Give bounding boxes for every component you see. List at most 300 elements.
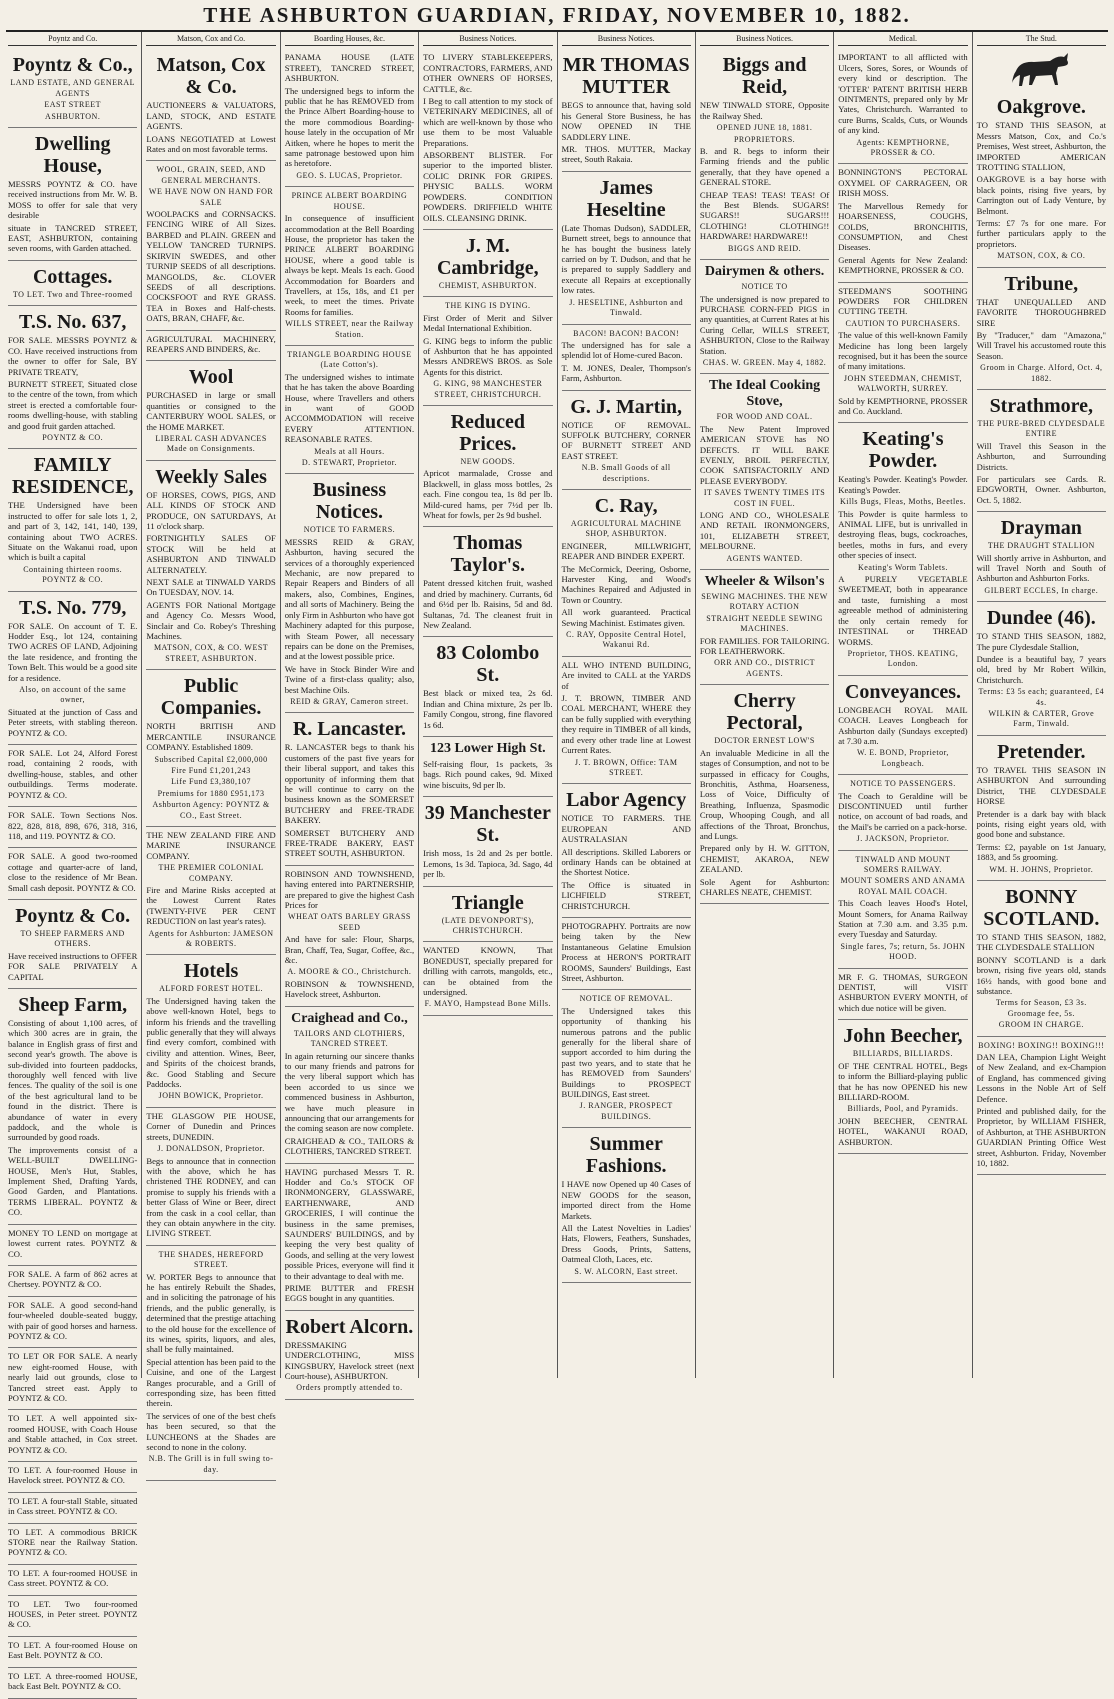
ad-text: The Undersigned having taken the above well-known Hotel, begs to inform his friends and the travelling public generally that they will always find every comfort, combined with civility and attention. Wines, Beer, and Spirits of the choicest brands, &c. Good Stabling and Secure Paddocks. <box>146 995 276 1090</box>
advertisement <box>8 900 137 989</box>
ad-text: ALL WHO INTEND BUILDING, Are invited to CALL at the YARDS of <box>561 659 691 691</box>
ad-text: MR F. G. THOMAS, SURGEON DENTIST, will VISIT ASHBURTON EVERY MONTH, of which due notice will be given. <box>838 971 968 1013</box>
ad-text: CAUTION TO PURCHASERS. <box>845 318 961 328</box>
ad-text: FOR SALE. MESSRS POYNTZ & CO. Have received instructions from the owner to offer for Sale, BY PRIVATE TREATY, <box>8 335 138 377</box>
advertisement <box>8 1462 137 1493</box>
ad-text: Meals at all Hours. <box>314 446 385 456</box>
advertisement <box>977 736 1106 881</box>
ad-text: CRAIGHEAD & CO., TAILORS & CLOTHIERS, TANCRED STREET. <box>284 1135 415 1157</box>
advertisement <box>562 657 691 784</box>
advertisement <box>146 461 275 671</box>
advertisement <box>285 1164 414 1311</box>
advertisement <box>977 1037 1106 1176</box>
ad-text: NEXT SALE at TINWALD YARDS On TUESDAY, NOV. 14. <box>146 577 276 598</box>
ad-text: NEW GOODS. <box>460 456 516 466</box>
ad-text: W. PORTER Begs to announce that he has entirely Rebuilt the Shades, and in soliciting the patronage of his friends, and the public generally, is determined that the prestige attaching to the old house for the excellence of its wines, spirits, liquors, and ales, shall be fully maintained. <box>146 1271 276 1355</box>
ad-text: Also, on account of the same owner, <box>19 685 127 705</box>
ad-title: Poyntz & Co. <box>15 904 131 927</box>
ad-text: Fire and Marine Risks accepted at the Lowest Current Rates (TWENTY-FIVE PER CENT REDUCTION on last year's rates). <box>146 884 276 927</box>
ad-text: The Office is situated in LICHFIELD STREET, CHRISTCHURCH. <box>561 879 691 911</box>
advertisement <box>977 512 1106 602</box>
ad-text: LOANS NEGOTIATED at Lowest Rates and on most favorable terms. <box>146 133 276 155</box>
ad-text: MONEY TO LEND on mortgage at lowest current rates. POYNTZ & CO. <box>8 1227 138 1259</box>
advertisement <box>146 361 275 460</box>
ad-text: By "Traducer," dam "Amazona," Will Travel his accustomed route this Season. <box>976 329 1106 361</box>
advertisement <box>838 851 967 969</box>
advertisement <box>977 91 1106 267</box>
ad-text: The Undersigned takes this opportunity of thanking his numerous patrons and the public generally for the liberal share of support accorded to him during the past two years, and to state that he has REMOVED from Saunders' Buildings to PROSPECT BUILDINGS, East street. <box>561 1005 691 1100</box>
ad-text: NOTICE TO FARMERS. <box>303 525 396 535</box>
ad-text: FOR SALE. On account of T. E. Hodder Esq., lot 124, containing TWO ACRES OF LAND, Adjoining the late residence, and fronting the Town Belt. This would be a good site for a residence. <box>8 620 138 683</box>
column-heading: Poyntz and Co. <box>8 32 137 46</box>
ad-title: Reduced Prices. <box>450 410 526 455</box>
ad-text: MESSRS REID & GRAY, Ashburton, having secured the services of a thoroughly experienced Mechanic, are now prepared to Repair Reapers and Binders of all makers, also, Combines, Engines, and all sorts of Machinery. Being the only Firm in Ashburton who have got Machinery adapted for this purpose, with Steam Power, all necessary repairs can be done on the Premises, and at the lowest possible price. <box>284 536 415 662</box>
advertisement <box>700 49 829 260</box>
advertisement <box>146 1108 275 1246</box>
ad-text: J. T. BROWN, Office: TAM STREET. <box>574 757 678 777</box>
ad-text: IT SAVES TWENTY TIMES ITS COST IN FUEL. <box>703 488 826 508</box>
advertisement <box>285 346 414 474</box>
advertisement <box>8 807 137 848</box>
advertisement <box>285 713 414 865</box>
ad-text: situate in TANCRED STREET, EAST, ASHBURTON, containing seven rooms, with Garden attached. <box>8 222 138 254</box>
ad-text: NOTICE TO FARMERS. THE EUROPEAN AND AUSTRALASIAN <box>561 813 691 845</box>
ad-text: A. MOORE & CO., Christchurch. <box>287 967 412 977</box>
advertisement <box>838 775 967 850</box>
ad-title: MR THOMAS MUTTER <box>562 54 690 99</box>
advertisement <box>423 297 552 406</box>
ad-text: NOTICE TO PASSENGERS. <box>850 779 956 789</box>
ad-text: WOOL, GRAIN, SEED, AND GENERAL MERCHANTS. <box>156 165 266 185</box>
ad-text: TINWALD AND MOUNT SOMERS RAILWAY. <box>855 854 951 874</box>
ad-text: I Beg to call attention to my stock of VETERINARY MEDICINES, all of which are well-known by those who use them to be most Valuable Preparations. <box>423 96 553 148</box>
ad-text: J. RANGER, PROSPECT BUILDINGS. <box>579 1101 673 1121</box>
ad-title: John Beecher, <box>843 1025 963 1048</box>
ad-title: Hotels <box>183 960 239 983</box>
ad-text: GROOM IN CHARGE. <box>998 1020 1084 1030</box>
advertisement <box>146 331 275 362</box>
advertisement <box>700 570 829 685</box>
ad-text: FOR SALE. A good second-hand four-wheeled double-seated buggy, with pair of good horses and harness. POYNTZ & CO. <box>8 1299 138 1341</box>
advertisement <box>838 283 967 424</box>
ad-text: THE PREMIER COLONIAL COMPANY. <box>158 863 264 883</box>
ad-text: PANAMA HOUSE (LATE STREET), TANCRED STREET, ASHBURTON. <box>284 52 415 84</box>
ad-text: WILLS STREET, near the Railway Station. <box>285 319 414 339</box>
ad-text: Will Travel this Season in the Ashburton, and Surrounding Districts. <box>976 440 1106 472</box>
ad-text: PURCHASED in large or small quantities or consigned to the CANTERBURY WOOL SALES, or the HOME MARKET. <box>146 390 276 432</box>
ad-text: Sole Agent for Ashburton: CHARLES NEATE, CHEMIST. <box>699 876 830 897</box>
ad-text: Orders promptly attended to. <box>296 1383 403 1393</box>
ad-text: THAT UNEQUALLED AND FAVORITE THOROUGHBRED SIRE <box>976 296 1106 328</box>
advertisement <box>977 881 1106 1037</box>
column-7 <box>834 32 972 1378</box>
ad-text: The undersigned wishes to intimate that he has taken the above Boarding House, where Travellers and others in want of GOOD ACCOMMODATION will receive EVERY ATTENTION. REASONABLE RATES. <box>284 371 415 445</box>
ad-text: TO LET. A four-roomed House on East Belt. POYNTZ & CO. <box>8 1639 138 1661</box>
ad-text: Special attention has been paid to the Cuisine, and one of the Largest Ranges procurable, and a Grill of corresponding size, has been fitted therein. <box>146 1356 276 1409</box>
ad-text: All the Latest Novelties in Ladies' Hats, Flowers, Feathers, Sunshades, Dress Goods, Prints, Sattens, Oatmeal Cloth, Laces, etc. <box>561 1222 691 1265</box>
masthead: THE ASHBURTON GUARDIAN, FRIDAY, NOVEMBER 10, 1882. <box>6 0 1108 32</box>
ad-title: 123 Lower High St. <box>429 741 546 757</box>
advertisement <box>8 592 137 745</box>
ad-title: Drayman <box>1000 517 1082 540</box>
ad-title: Summer Fashions. <box>585 1133 667 1178</box>
ad-text: I HAVE now Opened up 40 Cases of NEW GOODS for the season, imported direct from the Home Markets. <box>561 1179 691 1221</box>
ad-text: AGENTS FOR National Mortgage and Agency Co. Messrs Wood, Sinclair and Co. Robey's Threshing Machines. <box>146 599 276 642</box>
ad-text: CHAS. W. GREEN. May 4, 1882. <box>702 357 827 367</box>
ad-text: And have for sale: Flour, Sharps, Bran, Chaff, Tea, Sugar, Coffee, &c., &c. <box>284 934 415 966</box>
newspaper-columns <box>4 32 1110 1692</box>
ad-text: NOTICE TO <box>741 282 788 292</box>
ad-title: James Heseltine <box>586 176 666 221</box>
ad-text: Single fares, 7s; return, 5s. JOHN HOOD. <box>840 941 966 962</box>
ad-text: REID & GRAY, Cameron street. <box>290 696 409 706</box>
ad-title: 83 Colombo St. <box>436 642 540 687</box>
ad-text: W. E. BOND, Proprietor, Longbeach. <box>856 748 949 768</box>
ad-text: POYNTZ & CO. <box>42 432 104 442</box>
ad-title: C. Ray, <box>594 494 658 517</box>
advertisement <box>423 737 552 797</box>
ad-title: Dundee (46). <box>986 607 1096 630</box>
advertisement <box>977 268 1106 390</box>
ad-text: Dundee is a beautiful bay, 7 years old, bred by Mr Robert Wilkin, Christchurch. <box>976 654 1106 685</box>
advertisement <box>700 260 829 374</box>
ad-text: TO STAND THIS SEASON, 1882, THE CLYDESDALE STALLION <box>976 931 1106 953</box>
ad-text: Terms: £7 7s for one mare. For further particulars apply to the proprietors. <box>976 218 1106 249</box>
advertisement <box>8 49 137 128</box>
ad-text: TO SHEEP FARMERS AND OTHERS. <box>20 928 125 949</box>
ad-title: Weekly Sales <box>155 465 267 488</box>
column-heading: Matson, Cox and Co. <box>146 32 275 46</box>
column-heading: Boarding Houses, &c. <box>285 32 414 46</box>
ad-title: Business Notices. <box>312 479 387 524</box>
ad-text: HAVING purchased Messrs T. R. Hodder and Co.'s STOCK OF IRONMONGERY, GLASSWARE, EARTHENWARE, AND GROCERIES, I will continue the business in the same premises, SAUNDERS' BUILDINGS, and by keeping the very best quality of Goods, and selling at the very lowest possible Prices, everyone will find it to their advantage to deal with me. <box>284 1166 415 1281</box>
ad-text: PHOTOGRAPHY. Portraits are now being taken by the New Instantaneous Gelatine Emulsion Process at HERON'S PORTRAIT ROOMS, Saunders' Buildings, East Street, Ashburton. <box>561 920 691 983</box>
ad-text: Have received instructions to OFFER FOR SALE PRIVATELY A CAPITAL <box>8 950 138 982</box>
ad-text: (LATE DEVONPORT'S), CHRISTCHURCH. <box>441 915 534 935</box>
ad-title: G. J. Martin, <box>570 395 683 418</box>
ad-text: First Order of Merit and Silver Medal International Exhibition. <box>423 312 553 334</box>
advertisement <box>146 827 275 955</box>
advertisement <box>562 172 691 325</box>
advertisement <box>146 161 275 330</box>
ad-text: WANTED KNOWN, That BONEDUST, specially prepared for drilling with carrots, mangolds, etc., can be obtained from the undersigned. <box>423 945 553 997</box>
ad-title: Dwelling House, <box>34 133 111 178</box>
ad-title: Cherry Pectoral, <box>726 690 803 735</box>
advertisement <box>8 1348 137 1410</box>
ad-text: NEW TINWALD STORE, Opposite the Railway Shed. <box>699 100 830 121</box>
advertisement <box>146 1246 275 1482</box>
column-4 <box>419 32 557 1378</box>
ad-text: Situated at the junction of Cass and Peter streets, with stabling thereon. POYNTZ & CO. <box>8 706 138 738</box>
ad-title: Tribune, <box>1004 272 1079 295</box>
ad-text: PRINCE ALBERT BOARDING HOUSE. <box>291 191 408 211</box>
ad-text: D. STEWART, Proprietor. <box>301 458 397 468</box>
column-5 <box>558 32 696 1378</box>
ad-title: Robert Alcorn. <box>285 1315 414 1338</box>
ad-text: TO LET. A commodious BRICK STORE near the Railway Station. POYNTZ & CO. <box>8 1526 138 1558</box>
ad-text: LONG AND CO., WHOLESALE AND RETAIL IRONMONGERS, 101, ELIZABETH STREET, MELBOURNE. <box>699 510 830 552</box>
advertisement <box>285 187 414 346</box>
ad-text: Irish moss, 1s 2d and 2s per bottle. Lemons, 1s 3d. Tapioca, 3d. Sago, 4d per lb. <box>423 848 553 880</box>
ad-text: The undersigned has for sale a splendid lot of Home-cured Bacon. <box>561 339 691 361</box>
advertisement <box>8 449 137 591</box>
ad-text: This Coach leaves Hood's Hotel, Mount Somers, for Anama Railway Station at 7.30 a.m. and 3.35 p.m. every Tuesday and Saturday. <box>838 898 968 940</box>
ad-text: G. KING, 98 MANCHESTER STREET, CHRISTCHURCH. <box>433 379 543 399</box>
column-heading: Business Notices. <box>562 32 691 46</box>
advertisement <box>838 969 967 1021</box>
advertisement <box>8 848 137 900</box>
column-2 <box>142 32 280 1474</box>
ad-text: A PURELY VEGETABLE SWEETMEAT, both in appearance and taste, furnishing a most agreeable method of administering the only certain remedy for INTESTINAL or THREAD WORMS. <box>838 574 968 647</box>
ad-text: THE NEW ZEALAND FIRE AND MARINE INSURANCE COMPANY. <box>146 829 276 861</box>
ad-text: JOHN BEECHER, CENTRAL HOTEL, WAKANUI ROAD, ASHBURTON. <box>838 1115 968 1147</box>
ad-text: MATSON, COX, & CO. <box>997 251 1086 261</box>
ad-text: AGENTS WANTED. <box>726 553 803 563</box>
ad-text: ALFORD FOREST HOTEL. <box>159 984 263 994</box>
ad-text: TO LET. Two four-roomed HOUSES, in Peter street. POYNTZ & CO. <box>8 1598 138 1630</box>
ad-text: THE GLASGOW PIE HOUSE, Corner of Dunedin and Princes streets, DUNEDIN. <box>146 1110 276 1142</box>
ad-title: Craighead and Co., <box>291 1010 408 1026</box>
advertisement <box>977 390 1106 512</box>
ad-text: SEWING MACHINES. THE NEW ROTARY ACTION <box>701 592 828 612</box>
advertisement <box>562 990 691 1128</box>
ad-text: STRAIGHT NEEDLE SEWING MACHINES. <box>706 613 823 634</box>
ad-text: STEEDMAN'S SOOTHING POWDERS FOR CHILDREN CUTTING TEETH. <box>838 285 968 317</box>
advertisement <box>8 1410 137 1462</box>
ad-text: SOMERSET BUTCHERY AND FREE-TRADE BAKERY, EAST STREET SOUTH, ASHBURTON. <box>284 827 415 859</box>
ad-text: All descriptions. Skilled Laborers or ordinary Hands can be obtained at the Shortest Notice. <box>561 846 691 878</box>
advertisement <box>977 602 1106 736</box>
advertisement <box>8 745 137 807</box>
ad-text: GEO. S. LUCAS, Proprietor. <box>296 170 403 180</box>
ad-text: ABSORBENT BLISTER. For superior to the imported blister. COLIC DRINK FOR GRIPES. PHYSIC BALLS. WORM POWDERS. CONDITION POWDERS. DRIFFIELD WHITE OILS. CLEANSING DRINK. <box>423 150 553 223</box>
ad-text: BEGS to announce that, having sold his General Store Business, he has NOW OPENED IN THE SADDLERY LINE. <box>561 100 691 142</box>
ad-text: The value of this well-known Family Medicine has long been largely recognised, but it has been the source of many imitations. <box>838 330 968 372</box>
horse-engraving-icon <box>1006 49 1076 89</box>
advertisement <box>146 955 275 1107</box>
ad-text: FORTNIGHTLY SALES OF STOCK Will be held at ASHBURTON AND TINWALD ALTERNATELY. <box>146 533 276 575</box>
advertisement <box>423 230 552 297</box>
ad-text: Kills Bugs, Fleas, Moths, Beetles. <box>839 497 966 507</box>
advertisement <box>423 942 552 1015</box>
advertisement <box>285 49 414 187</box>
ad-text: THE DRAUGHT STALLION <box>987 541 1095 551</box>
advertisement <box>8 261 137 306</box>
ad-text: DAN LEA, Champion Light Weight of New Zealand, and ex-Champion of England, has commenced giving Lessons in the Noble Art of Self Defence. <box>976 1052 1106 1104</box>
ad-text: G. KING begs to inform the public of Ashburton that he has appointed Messrs ANDREWS BROS. as Sole Agents for this district. <box>423 335 553 377</box>
ad-text: NOTICE OF REMOVAL. SUFFOLK BUTCHERY, CORNER OF BURNETT STREET AND EAST STREET. <box>561 419 691 461</box>
ad-text: WILKIN & CARTER, Grove Farm, Tinwald. <box>988 709 1095 729</box>
ad-text: All work guaranteed. Practical Sewing Machinist. Estimates given. <box>561 607 691 628</box>
advertisement <box>423 527 552 637</box>
ad-text: Life Fund £3,380,107 <box>171 777 251 787</box>
ad-text: We have in Stock Binder Wire and Twine of a first-class quality; also, best Machine Oils. <box>284 663 415 695</box>
ad-title: T.S. No. 779, <box>18 596 127 619</box>
ad-text: Patent dressed kitchen fruit, washed and dried by machinery. Currants, 6d and 6½d per lb. Raisins, 5d and 8d. Sultanas, 7d. The cleanest fruit in New Zealand. <box>423 578 553 631</box>
advertisement <box>562 49 691 171</box>
ad-text: FOR SALE. Town Sections Nos. 822, 828, 818, 898, 676, 318, 316, 118, and 119. POYNTZ & CO. <box>8 810 138 841</box>
ad-text: C. RAY, Opposite Central Hotel, Wakanui Rd. <box>566 630 687 650</box>
ad-text: NORTH BRITISH AND MERCANTILE INSURANCE COMPANY. Established 1809. <box>146 721 276 753</box>
ad-title: R. Lancaster. <box>292 718 407 741</box>
ad-text: N.B. The Grill is in full swing to-day. <box>148 1454 274 1474</box>
column-6 <box>696 32 834 1378</box>
ad-title: Public Companies. <box>160 675 262 720</box>
ad-text: ROBINSON AND TOWNSHEND, having entered into PARTNERSHIP, are prepared to give the highest Cash Prices for <box>284 868 415 911</box>
advertisement <box>562 1128 691 1283</box>
ad-text: In consequence of insufficient accommodation at the Bell Boarding House, the proprietor has taken the PRINCE ALBERT BOARDING HOUSE, where a good table is always be kept. Meals 1s each. Good Accommodation for Boarders and Travellers, at 15s, 18s, and £1 per week, to meet the times. Private Rooms for families. <box>284 213 415 317</box>
advertisement <box>562 784 691 918</box>
ad-text: NOTICE OF REMOVAL. <box>579 994 673 1004</box>
ad-text: JOHN BOWICK, Proprietor. <box>158 1091 264 1101</box>
ad-text: An invaluable Medicine in all the stages of Consumption, and not to be surpassed in efficacy for Coughs, Bronchitis, Asthma, Hoarseness, Loss of Voice, Difficulty of Breathing, Influenza, Spasmodic Croup, Whooping Cough, and all affections of the Throat, Bronchus, and Lungs. <box>699 747 830 841</box>
ad-title: J. M. Cambridge, <box>436 234 539 279</box>
ad-text: THE PURE-BRED CLYDESDALE ENTIRE <box>977 418 1106 439</box>
ad-text: JOHN STEEDMAN, CHEMIST, WALWORTH, SURREY. <box>843 373 962 394</box>
ad-text: BONNINGTON'S PECTORAL OXYMEL OF CARRAGEEN, OR IRISH MOSS. <box>838 167 968 199</box>
ad-title: Thomas Taylor's. <box>450 532 525 577</box>
ad-text: WE HAVE NOW ON HAND FOR SALE <box>148 187 274 207</box>
advertisement <box>8 1637 137 1668</box>
ad-text: The Coach to Geraldine will be DISCONTINUED until further notice, on account of bad roads, and the Mail's be carried on a pack-horse. <box>838 790 968 832</box>
ad-text: TO LET OR FOR SALE. A nearly new eight-roomed House, with nearly laid out grounds, close to Tancred street east. Apply to POYNTZ & CO. <box>8 1351 138 1403</box>
ad-text: Self-raising flour, 1s packets, 3s bags. Rich pound cakes, 9d. Mixed wine biscuits, 9d per lb. <box>423 759 553 790</box>
column-8 <box>973 32 1110 1378</box>
ad-text: Proprietor, THOS. KEATING, London. <box>847 648 959 669</box>
ad-title: T.S. No. 637, <box>18 311 127 334</box>
advertisement <box>146 670 275 827</box>
ad-title: The Ideal Cooking Stove, <box>708 378 821 410</box>
advertisement <box>8 1225 137 1266</box>
ad-text: Begs to announce that in connection with the above, which he has christened THE RODNEY, and can promise to supply his friends with a better Glass of Wine or Beer, direct from the cask in a cool cellar, than they can obtain anywhere in the city. LIVING STREET. <box>146 1155 276 1239</box>
ad-text: Agents: KEMPTHORNE, PROSSER & CO. <box>856 137 950 158</box>
ad-text: MESSRS POYNTZ & CO. have received instructions from Mr. W. B. MOSS to offer for sale that very desirable <box>8 179 138 221</box>
ad-text: The New Patent Improved AMERICAN STOVE has NO DEFECTS. IT WILL BAKE EVENLY, BROIL PERFECTLY, COOK SATISFACTORILY AND PLEASE EVERYBODY. <box>699 423 830 486</box>
column-3 <box>281 32 419 1393</box>
advertisement <box>8 1565 137 1596</box>
advertisement <box>838 49 967 164</box>
ad-text: Prepared only by H. W. GITTON, CHEMIST, AKAROA, NEW ZEALAND. <box>699 843 830 875</box>
ad-text: R. LANCASTER begs to thank his customers of the past five years for their liberal support, and takes this opportunity of informing them that he will continue to carry on the business known as the SOMERSET BUTCHERY and FREE-TRADE BAKERY. <box>284 742 415 826</box>
ad-text: T. M. JONES, Dealer, Thompson's Farm, Ashburton. <box>561 362 691 384</box>
ad-text: LONGBEACH ROYAL MAIL COACH. Leaves Longbeach for Ashburton daily (Sundays excepted) at 7.30 a.m. <box>838 704 968 746</box>
ad-text: PRIME BUTTER and FRESH EGGS bought in any quantities. <box>284 1283 415 1304</box>
column-heading: Business Notices. <box>700 32 829 46</box>
ad-text: THE SHADES, HEREFORD STREET. <box>158 1249 264 1270</box>
ad-text: PROPRIETORS. <box>733 134 796 144</box>
ad-text: BONNY SCOTLAND is a dark brown, rising five years old, stands 16½ hands, with good bone and substance. <box>976 954 1106 996</box>
advertisement <box>838 164 967 282</box>
ad-text: F. MAYO, Hampstead Bone Mills. <box>424 999 551 1009</box>
ad-text: Consisting of about 1,100 acres, of which 300 acres are in grain, the balance in English grass of first and second year's growth. The above is sub-divided into fourteen paddocks, thoroughly well fenced with live fences. The quality of the soil is one of the best agricultural land to be found in the district. There is abundance of water in every paddock, and the whole is surrounded by good roads. <box>8 1017 138 1143</box>
ad-title: Pretender. <box>997 740 1086 763</box>
ad-text: The Marvellous Remedy for HOARSENESS, COUGHS, COLDS, BRONCHITIS, CONSUMPTION, and Chest Diseases. <box>838 200 968 253</box>
ad-text: Groom in Charge. Alford, Oct. 4, 1882. <box>980 363 1103 383</box>
ad-text: LIBERAL CASH ADVANCES Made on Consignments. <box>155 433 267 454</box>
ad-text: FOR SALE. Lot 24, Alford Forest road, containing 2 roods, with dwelling-house, stables, and other outbuildings. Terms moderate. POYNTZ & CO. <box>8 748 138 800</box>
ad-text: BOXING! BOXING!! BOXING!!! <box>978 1040 1105 1050</box>
ad-title: Cottages. <box>32 265 113 288</box>
column-heading: Medical. <box>838 32 967 46</box>
advertisement <box>562 490 691 657</box>
advertisement <box>8 1668 137 1699</box>
advertisement <box>700 685 829 904</box>
advertisement <box>423 887 552 943</box>
advertisement <box>285 1311 414 1400</box>
ad-text: OPENED JUNE 18, 1881. <box>716 123 813 133</box>
ad-text: TRIANGLE BOARDING HOUSE (Late Cotton's). <box>287 349 412 370</box>
advertisement <box>8 1596 137 1637</box>
ad-text: Terms: £3 5s each; guaranteed, £4 4s. <box>978 687 1105 707</box>
ad-text: OF HORSES, COWS, PIGS, AND ALL KINDS OF STOCK AND PRODUCE, ON SATURDAYS, At 11 o'clock sharp. <box>146 489 276 531</box>
ad-title: Conveyances. <box>844 680 961 703</box>
ad-text: BACON! BACON! BACON! <box>573 328 680 338</box>
advertisement <box>423 797 552 886</box>
ad-text: The undersigned begs to inform the public that he has REMOVED from the Prince Albert Boarding-house to the more commodious Boarding-house lately in the occupation of Mr Aitken, where he hopes to merit the same patronage bestowed upon him as heretofore. <box>284 85 415 169</box>
ad-text: Terms for Season, £3 3s. Groomage fee, 5s. <box>995 998 1087 1018</box>
advertisement <box>8 306 137 449</box>
advertisement <box>8 128 137 261</box>
advertisement <box>423 406 552 527</box>
ad-text: The undersigned is now prepared to PURCHASE CORN-FED PIGS in any quantities, at Current Rates at his Curing Cellar, WILLS STREET, ASHBURTON, Close to the Railway Station. <box>699 293 830 356</box>
ad-text: WM. H. JOHNS, Proprietor. <box>989 864 1094 874</box>
ad-text: FOR FAMILIES. FOR TAILORING. FOR LEATHERWORK. <box>699 635 830 657</box>
ad-title: Wool <box>188 366 234 389</box>
ad-title: Oakgrove. <box>996 96 1086 119</box>
ad-text: GILBERT ECCLES, In charge. <box>984 585 1099 595</box>
ad-text: Apricot marmalade, Crosse and Blackwell, in glass moss bottles, 2s each. Fine congou tea, 1s 8d per lb. Mild-cured hams, per 7½d per lb. Wheat for fowls, per 2s 9d bushel. <box>423 468 553 520</box>
advertisement <box>562 391 691 490</box>
ad-text: FOR SALE. A good two-roomed cottage and quarter-acre of land, close to the residence of Mr Bean. Small cash deposit. POYNTZ & CO. <box>8 851 138 893</box>
ad-text: MR. THOS. MUTTER, Mackay street, South Rakaia. <box>561 144 691 165</box>
ad-text: Agents for Ashburton: JAMESON & ROBERTS. <box>148 928 274 948</box>
ad-text: TO LET. Two and Three-roomed <box>12 289 133 299</box>
ad-text: TO LIVERY STABLEKEEPERS, CONTRACTORS, FARMERS, AND OTHER OWNERS OF HORSES, CATTLE, &c. <box>423 52 553 94</box>
ad-title: Dairymen & others. <box>704 264 825 280</box>
ad-text: AGRICULTURAL MACHINE SHOP, ASHBURTON. <box>570 518 682 539</box>
ad-text: OF THE CENTRAL HOTEL, Begs to inform the Billiard-playing public that he has now OPENED his new BILLIARD-ROOM. <box>838 1060 968 1102</box>
ad-text: Billiards, Pool, and Pyramids. <box>847 1104 959 1114</box>
ad-text: TO LET. A four-roomed House in Havelock street. POYNTZ & CO. <box>8 1465 138 1486</box>
ad-title: Keating's Powder. <box>862 428 944 473</box>
ad-text: ENGINEER, MILLWRIGHT, REAPER AND BINDER EXPERT. <box>561 540 691 562</box>
ad-text: In again returning our sincere thanks to our many friends and patrons for the very liberal support which has been accorded to us since we commenced business in Ashburton, we have much pleasure in announcing that our arrangements for the coming season are now complete. <box>284 1050 415 1134</box>
ad-text: TO LET. A four-roomed HOUSE in Cass street. POYNTZ & CO. <box>8 1567 138 1589</box>
ad-text: N.B. Small Goods of all descriptions. <box>581 463 671 483</box>
ad-text: Premiums for 1880 £951,173 <box>157 788 265 798</box>
ad-text: The McCormick, Deering, Osborne, Harvester King, and Wood's Machines Repaired and Adjusted in Town or Country. <box>561 563 691 605</box>
ad-title: Poyntz & Co., <box>12 54 133 77</box>
ad-text: B. and R. begs to inform their Farming friends and the public generally, that they have opened a GENERAL STORE. <box>699 146 830 188</box>
ad-text: BURNETT STREET, Situated close to the centre of the town, from which street is erected a comfortable four-rooms dwelling-house, with stabling and good fruit garden attached. <box>8 378 138 431</box>
ad-title: Matson, Cox & Co. <box>156 54 266 99</box>
ad-text: J. HESELTINE, Ashburton and Tinwald. <box>569 297 684 318</box>
ad-title: Strathmore, <box>989 394 1094 417</box>
column-1 <box>4 32 142 1692</box>
ad-text: BIGGS AND REID. <box>728 243 802 253</box>
ad-text: Terms: £2, payable on 1st January, 1883, and 5s grooming. <box>976 841 1106 863</box>
ad-text: J. JACKSON, Proprietor. <box>856 834 950 844</box>
ad-title: Labor Agency <box>566 789 687 812</box>
ad-text: Fire Fund £1,201,243 <box>171 765 251 775</box>
advertisement <box>562 918 691 990</box>
ad-text: DOCTOR ERNEST LOW'S <box>714 736 815 746</box>
ad-text: For particulars see Cards. R. EDGWORTH, Owner. Ashburton, Oct. 5, 1882. <box>976 473 1106 505</box>
ad-text: TO TRAVEL THIS SEASON IN ASHBURTON And surrounding District, THE CLYDESDALE HORSE <box>976 764 1106 807</box>
ad-text: LAND ESTATE, AND GENERAL AGENTS <box>10 78 136 98</box>
advertisement <box>8 1297 137 1349</box>
ad-text: ASHBURTON. <box>45 111 101 121</box>
